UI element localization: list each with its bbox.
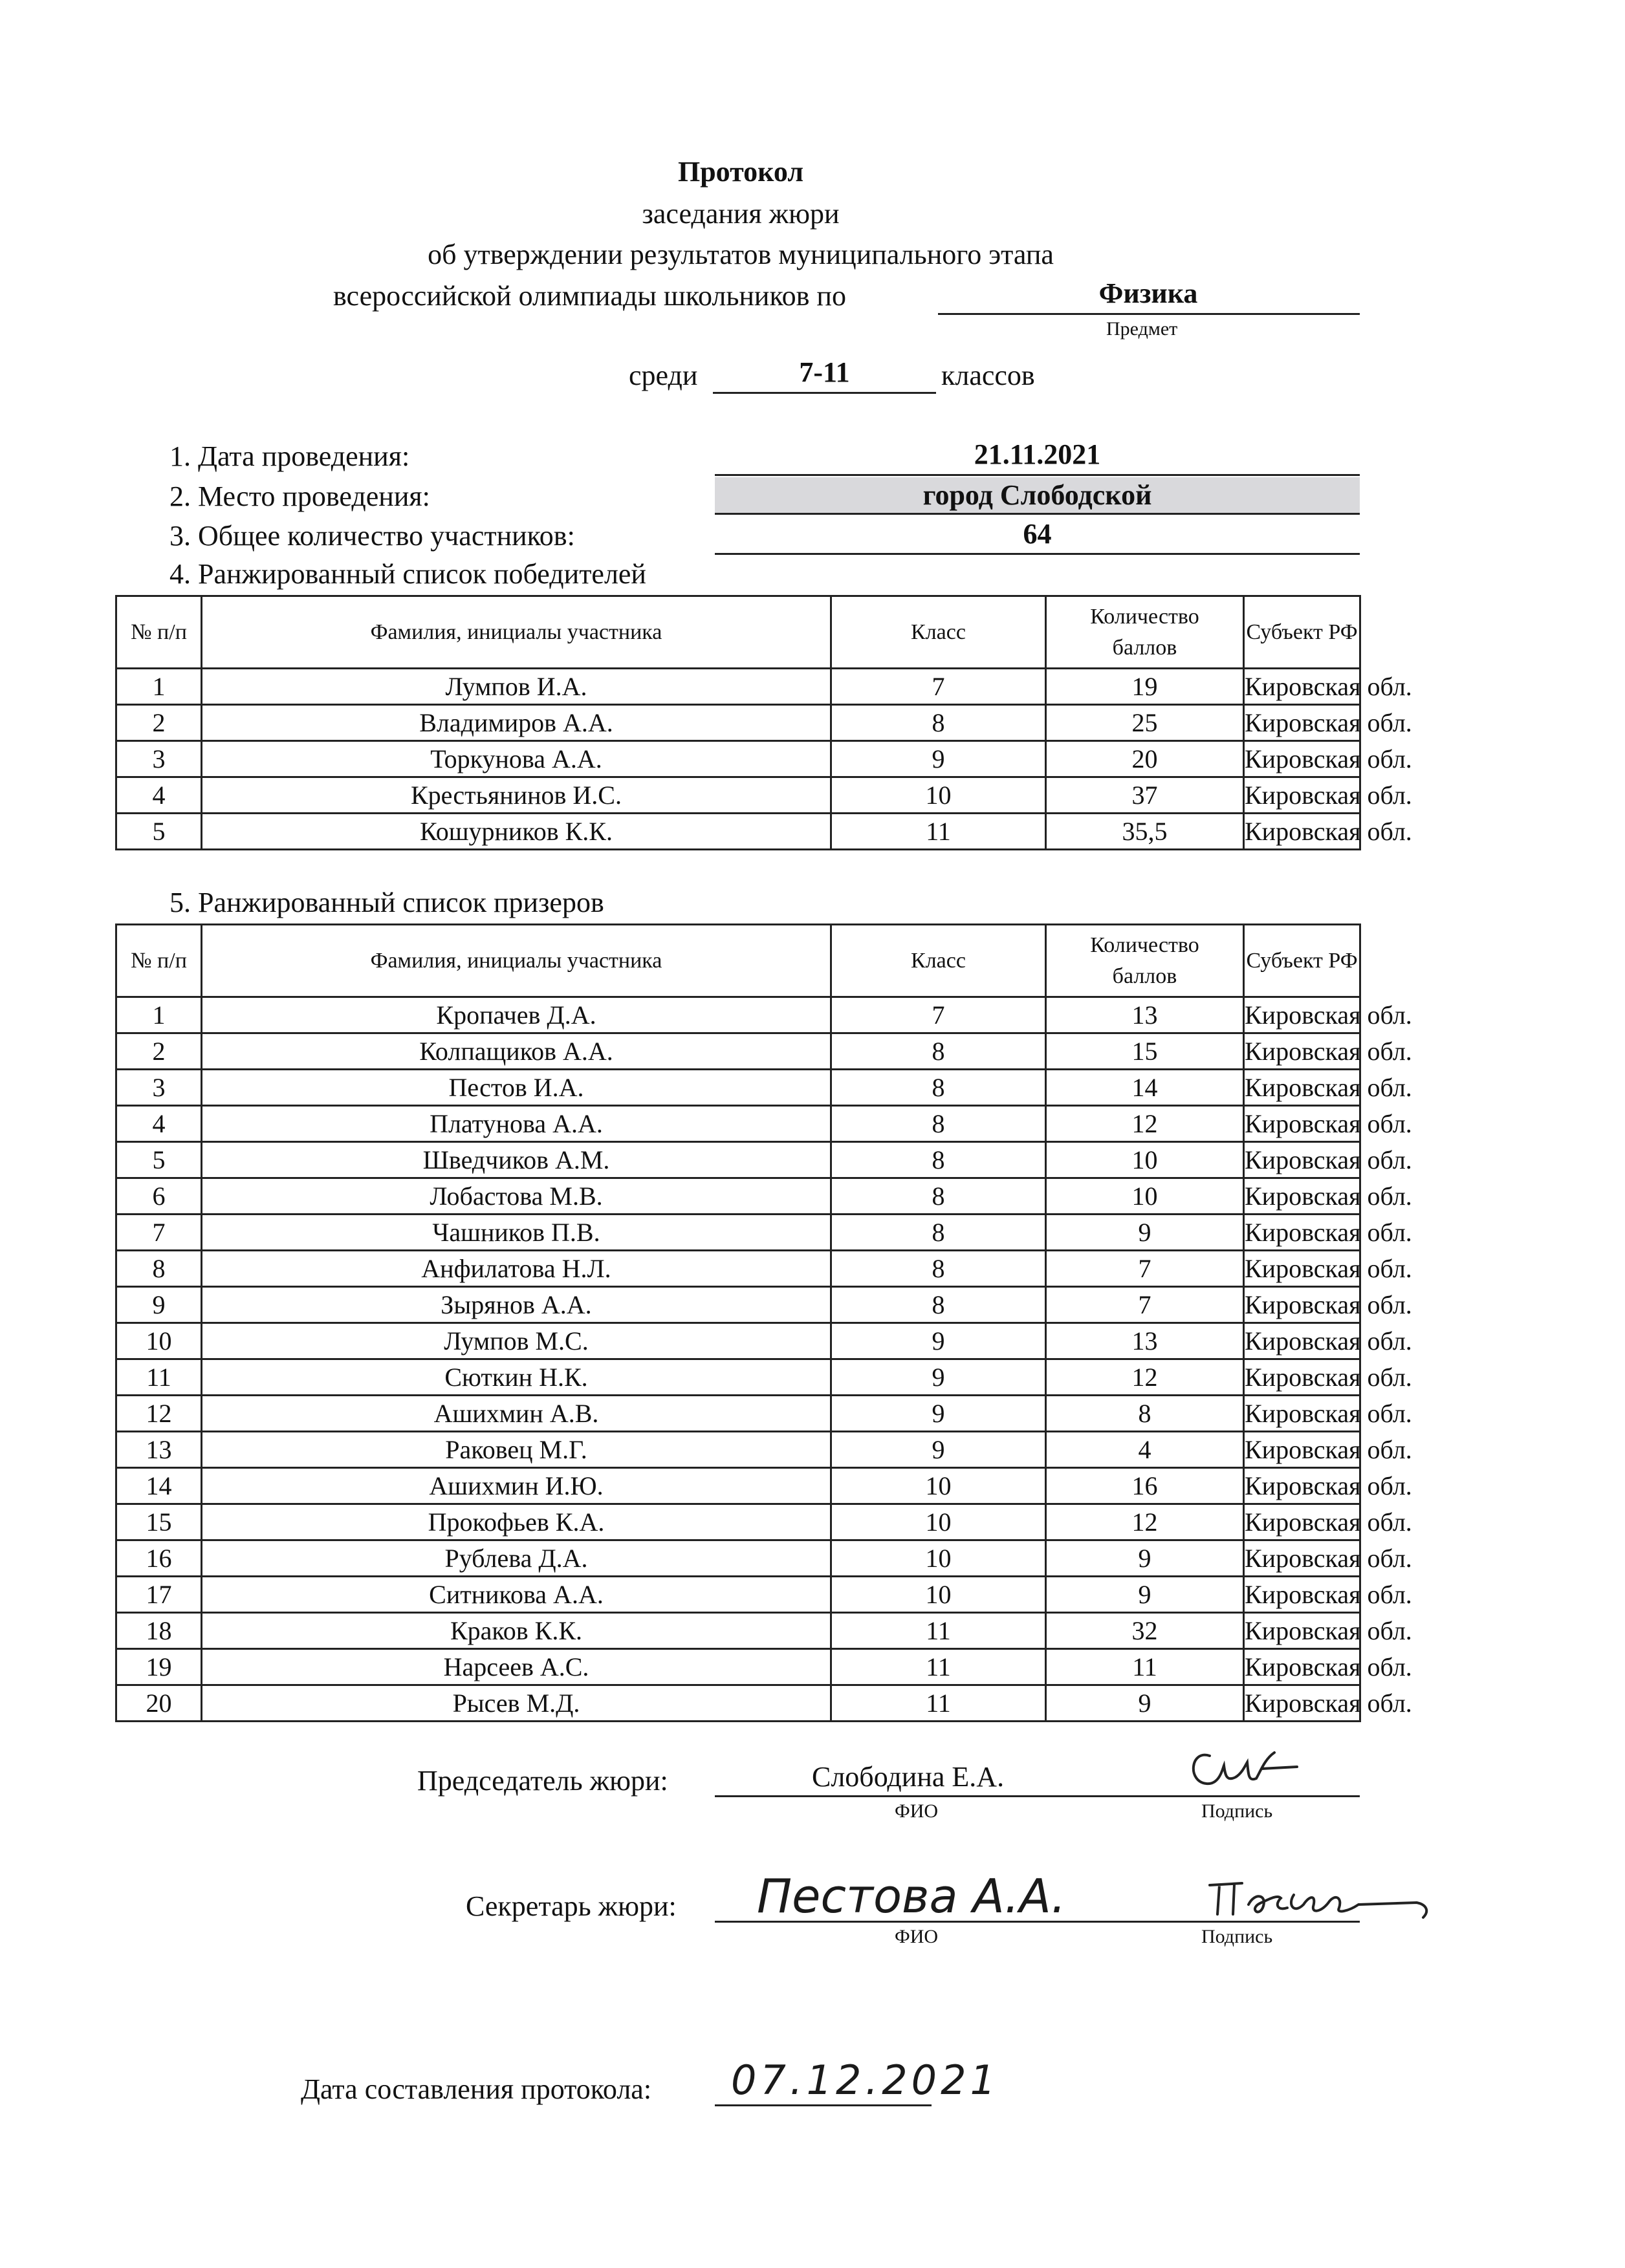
row-number: 9	[116, 1287, 202, 1323]
date-underline	[715, 474, 1360, 476]
table-row	[116, 1287, 1360, 1323]
participant-name: Раковец М.Г.	[202, 1432, 831, 1468]
participant-name: Владимиров А.А.	[202, 705, 831, 741]
table-row	[116, 1142, 1360, 1178]
grades-value: 7-11	[799, 356, 850, 388]
row-number: 16	[116, 1540, 202, 1577]
table-row	[116, 1432, 1360, 1468]
table-row	[116, 705, 1360, 741]
row-number: 4	[116, 1106, 202, 1142]
title-line-4: всероссийской олимпиады школьников по	[333, 280, 846, 312]
participant-grade: 9	[831, 1396, 1046, 1432]
participant-name: Прокофьев К.А.	[202, 1504, 831, 1540]
protocol-date-value: 07.12.2021	[731, 2057, 999, 2104]
protocol-date-label: Дата составления протокола:	[301, 2073, 652, 2105]
table-header-row	[116, 925, 1360, 997]
participant-grade: 11	[831, 1685, 1046, 1722]
participant-grade: 7	[831, 669, 1046, 705]
participant-score: 9	[1046, 1577, 1244, 1613]
col-region-header: Субъект РФ	[1244, 925, 1360, 997]
table-row	[116, 777, 1360, 814]
participant-grade: 8	[831, 1251, 1046, 1287]
table-row	[116, 1504, 1360, 1540]
row-number: 8	[116, 1251, 202, 1287]
count-label: 3. Общее количество участников:	[169, 520, 575, 552]
participant-score: 13	[1046, 1323, 1244, 1359]
participant-score: 9	[1046, 1540, 1244, 1577]
participant-grade: 8	[831, 705, 1046, 741]
participant-score: 13	[1046, 997, 1244, 1033]
table-row	[116, 1033, 1360, 1070]
participant-grade: 10	[831, 1504, 1046, 1540]
col-score-header-line2: баллов	[1112, 964, 1177, 988]
col-num-header: № п/п	[116, 925, 202, 997]
table-row	[116, 1396, 1360, 1432]
row-number: 18	[116, 1613, 202, 1649]
row-number: 14	[116, 1468, 202, 1504]
row-number: 2	[116, 705, 202, 741]
row-number: 19	[116, 1649, 202, 1685]
participant-name: Колпащиков А.А.	[202, 1033, 831, 1070]
row-number: 20	[116, 1685, 202, 1722]
table-row	[116, 669, 1360, 705]
table-row	[116, 1106, 1360, 1142]
prizewinners-table	[115, 923, 1412, 1722]
col-num-header: № п/п	[116, 596, 202, 669]
table-row	[116, 1251, 1360, 1287]
secretary-signature-icon	[1203, 1869, 1436, 1927]
participant-score: 9	[1046, 1215, 1244, 1251]
place-underline	[715, 513, 1360, 515]
participant-region: Кировская обл.	[1244, 741, 1360, 777]
participant-name: Кошурников К.К.	[202, 814, 831, 850]
col-score-header-line1: Количество	[1090, 604, 1199, 629]
participant-name: Чашников П.В.	[202, 1215, 831, 1251]
participant-grade: 8	[831, 1215, 1046, 1251]
participant-score: 19	[1046, 669, 1244, 705]
participant-name: Пестов И.А.	[202, 1070, 831, 1106]
col-score-header-line2: баллов	[1112, 635, 1177, 660]
row-number: 3	[116, 1070, 202, 1106]
row-number: 3	[116, 741, 202, 777]
date-value: 21.11.2021	[974, 438, 1101, 470]
participant-grade: 10	[831, 777, 1046, 814]
participant-region: Кировская обл.	[1244, 997, 1360, 1033]
participant-grade: 10	[831, 1577, 1046, 1613]
count-underline	[715, 553, 1360, 555]
participant-name: Ситникова А.А.	[202, 1577, 831, 1613]
secretary-name: Пестова А.А.	[757, 1869, 1066, 1923]
participant-score: 7	[1046, 1287, 1244, 1323]
subject-caption: Предмет	[1106, 318, 1178, 340]
title-line-3: об утверждении результатов муниципального этапа	[428, 239, 1054, 270]
participant-grade: 9	[831, 1359, 1046, 1396]
row-number: 1	[116, 997, 202, 1033]
chair-fio-caption: ФИО	[895, 1800, 939, 1822]
participant-score: 32	[1046, 1613, 1244, 1649]
participant-score: 25	[1046, 705, 1244, 741]
participant-name: Нарсеев А.С.	[202, 1649, 831, 1685]
participant-name: Крестьянинов И.С.	[202, 777, 831, 814]
participant-region: Кировская обл.	[1244, 1359, 1360, 1396]
participant-name: Лобастова М.В.	[202, 1178, 831, 1215]
table-row	[116, 1178, 1360, 1215]
participant-score: 4	[1046, 1432, 1244, 1468]
table-row	[116, 1540, 1360, 1577]
participant-region: Кировская обл.	[1244, 1215, 1360, 1251]
participant-grade: 11	[831, 814, 1046, 850]
row-number: 12	[116, 1396, 202, 1432]
date-label: 1. Дата проведения:	[169, 440, 410, 472]
participant-name: Кропачев Д.А.	[202, 997, 831, 1033]
participant-region: Кировская обл.	[1244, 1613, 1360, 1649]
participant-name: Ашихмин А.В.	[202, 1396, 831, 1432]
participant-score: 9	[1046, 1685, 1244, 1722]
place-label: 2. Место проведения:	[169, 481, 430, 512]
col-name-header: Фамилия, инициалы участника	[202, 925, 831, 997]
participant-name: Рысев М.Д.	[202, 1685, 831, 1722]
participant-name: Платунова А.А.	[202, 1106, 831, 1142]
participant-region: Кировская обл.	[1244, 1070, 1360, 1106]
participant-score: 20	[1046, 741, 1244, 777]
grades-suffix: классов	[941, 360, 1035, 391]
participant-grade: 9	[831, 741, 1046, 777]
chair-label: Председатель жюри:	[417, 1765, 668, 1797]
row-number: 10	[116, 1323, 202, 1359]
participant-score: 11	[1046, 1649, 1244, 1685]
participant-grade: 8	[831, 1106, 1046, 1142]
participant-name: Торкунова А.А.	[202, 741, 831, 777]
participant-region: Кировская обл.	[1244, 1432, 1360, 1468]
participant-region: Кировская обл.	[1244, 1649, 1360, 1685]
participant-name: Лумпов И.А.	[202, 669, 831, 705]
row-number: 4	[116, 777, 202, 814]
participant-score: 8	[1046, 1396, 1244, 1432]
table-row	[116, 1468, 1360, 1504]
table-row	[116, 1613, 1360, 1649]
participant-region: Кировская обл.	[1244, 1033, 1360, 1070]
participant-score: 12	[1046, 1359, 1244, 1396]
row-number: 17	[116, 1577, 202, 1613]
table-row	[116, 1215, 1360, 1251]
participant-name: Рублева Д.А.	[202, 1540, 831, 1577]
participant-score: 15	[1046, 1033, 1244, 1070]
among-label: среди	[629, 360, 698, 391]
protocol-date-underline	[715, 2104, 932, 2106]
place-value: город Слободской	[922, 479, 1152, 511]
col-region-header: Субъект РФ	[1244, 596, 1360, 669]
row-number: 11	[116, 1359, 202, 1396]
row-number: 5	[116, 814, 202, 850]
participant-region: Кировская обл.	[1244, 669, 1360, 705]
participant-region: Кировская обл.	[1244, 1106, 1360, 1142]
row-number: 6	[116, 1178, 202, 1215]
document-title: Протокол	[677, 156, 804, 188]
participant-grade: 10	[831, 1468, 1046, 1504]
col-score-header	[1046, 596, 1244, 669]
participant-region: Кировская обл.	[1244, 1504, 1360, 1540]
table-row	[116, 1649, 1360, 1685]
col-name-header: Фамилия, инициалы участника	[202, 596, 831, 669]
participant-name: Шведчиков А.М.	[202, 1142, 831, 1178]
table-row	[116, 1359, 1360, 1396]
col-score-header-line1: Количество	[1090, 933, 1199, 957]
winners-heading: 4. Ранжированный список победителей	[169, 558, 646, 590]
chair-name: Слободина Е.А.	[812, 1761, 1005, 1793]
grades-underline	[713, 392, 936, 394]
participant-region: Кировская обл.	[1244, 1178, 1360, 1215]
participant-grade: 8	[831, 1142, 1046, 1178]
row-number: 13	[116, 1432, 202, 1468]
participant-score: 10	[1046, 1178, 1244, 1215]
participant-region: Кировская обл.	[1244, 1251, 1360, 1287]
chair-signature-icon	[1184, 1746, 1307, 1798]
col-score-header	[1046, 925, 1244, 997]
participant-region: Кировская обл.	[1244, 705, 1360, 741]
participant-region: Кировская обл.	[1244, 1685, 1360, 1722]
participant-grade: 8	[831, 1178, 1046, 1215]
row-number: 7	[116, 1215, 202, 1251]
row-number: 15	[116, 1504, 202, 1540]
participant-grade: 9	[831, 1432, 1046, 1468]
row-number: 5	[116, 1142, 202, 1178]
table-row	[116, 1323, 1360, 1359]
participant-region: Кировская обл.	[1244, 1577, 1360, 1613]
participant-name: Лумпов М.С.	[202, 1323, 831, 1359]
participant-name: Краков К.К.	[202, 1613, 831, 1649]
count-value: 64	[1023, 518, 1052, 550]
participant-score: 10	[1046, 1142, 1244, 1178]
table-row	[116, 1070, 1360, 1106]
participant-score: 12	[1046, 1504, 1244, 1540]
participant-score: 16	[1046, 1468, 1244, 1504]
participant-score: 35,5	[1046, 814, 1244, 850]
table-row	[116, 1577, 1360, 1613]
chair-sign-caption: Подпись	[1201, 1800, 1273, 1822]
table-header-row	[116, 596, 1360, 669]
col-grade-header: Класс	[831, 596, 1046, 669]
participant-grade: 11	[831, 1649, 1046, 1685]
participant-region: Кировская обл.	[1244, 1287, 1360, 1323]
participant-region: Кировская обл.	[1244, 814, 1360, 850]
participant-grade: 7	[831, 997, 1046, 1033]
participant-region: Кировская обл.	[1244, 1323, 1360, 1359]
secretary-sign-caption: Подпись	[1201, 1926, 1273, 1947]
participant-grade: 10	[831, 1540, 1046, 1577]
winners-table	[115, 595, 1412, 850]
participant-score: 12	[1046, 1106, 1244, 1142]
participant-grade: 8	[831, 1287, 1046, 1323]
table-row	[116, 814, 1360, 850]
prizewinners-heading: 5. Ранжированный список призеров	[169, 887, 604, 918]
title-line-2: заседания жюри	[642, 198, 840, 230]
subject-underline	[938, 313, 1360, 315]
participant-name: Сюткин Н.К.	[202, 1359, 831, 1396]
participant-score: 37	[1046, 777, 1244, 814]
participant-region: Кировская обл.	[1244, 1540, 1360, 1577]
participant-region: Кировская обл.	[1244, 1396, 1360, 1432]
participant-name: Зырянов А.А.	[202, 1287, 831, 1323]
participant-score: 14	[1046, 1070, 1244, 1106]
table-row	[116, 997, 1360, 1033]
participant-region: Кировская обл.	[1244, 777, 1360, 814]
participant-grade: 8	[831, 1033, 1046, 1070]
participant-region: Кировская обл.	[1244, 1142, 1360, 1178]
row-number: 1	[116, 669, 202, 705]
participant-name: Ашихмин И.Ю.	[202, 1468, 831, 1504]
row-number: 2	[116, 1033, 202, 1070]
participant-grade: 9	[831, 1323, 1046, 1359]
participant-grade: 8	[831, 1070, 1046, 1106]
secretary-fio-caption: ФИО	[895, 1926, 939, 1947]
table-row	[116, 741, 1360, 777]
participant-region: Кировская обл.	[1244, 1468, 1360, 1504]
participant-score: 7	[1046, 1251, 1244, 1287]
secretary-label: Секретарь жюри:	[466, 1890, 677, 1922]
table-row	[116, 1685, 1360, 1722]
participant-name: Анфилатова Н.Л.	[202, 1251, 831, 1287]
participant-grade: 11	[831, 1613, 1046, 1649]
subject-value: Физика	[1098, 277, 1198, 309]
col-grade-header: Класс	[831, 925, 1046, 997]
